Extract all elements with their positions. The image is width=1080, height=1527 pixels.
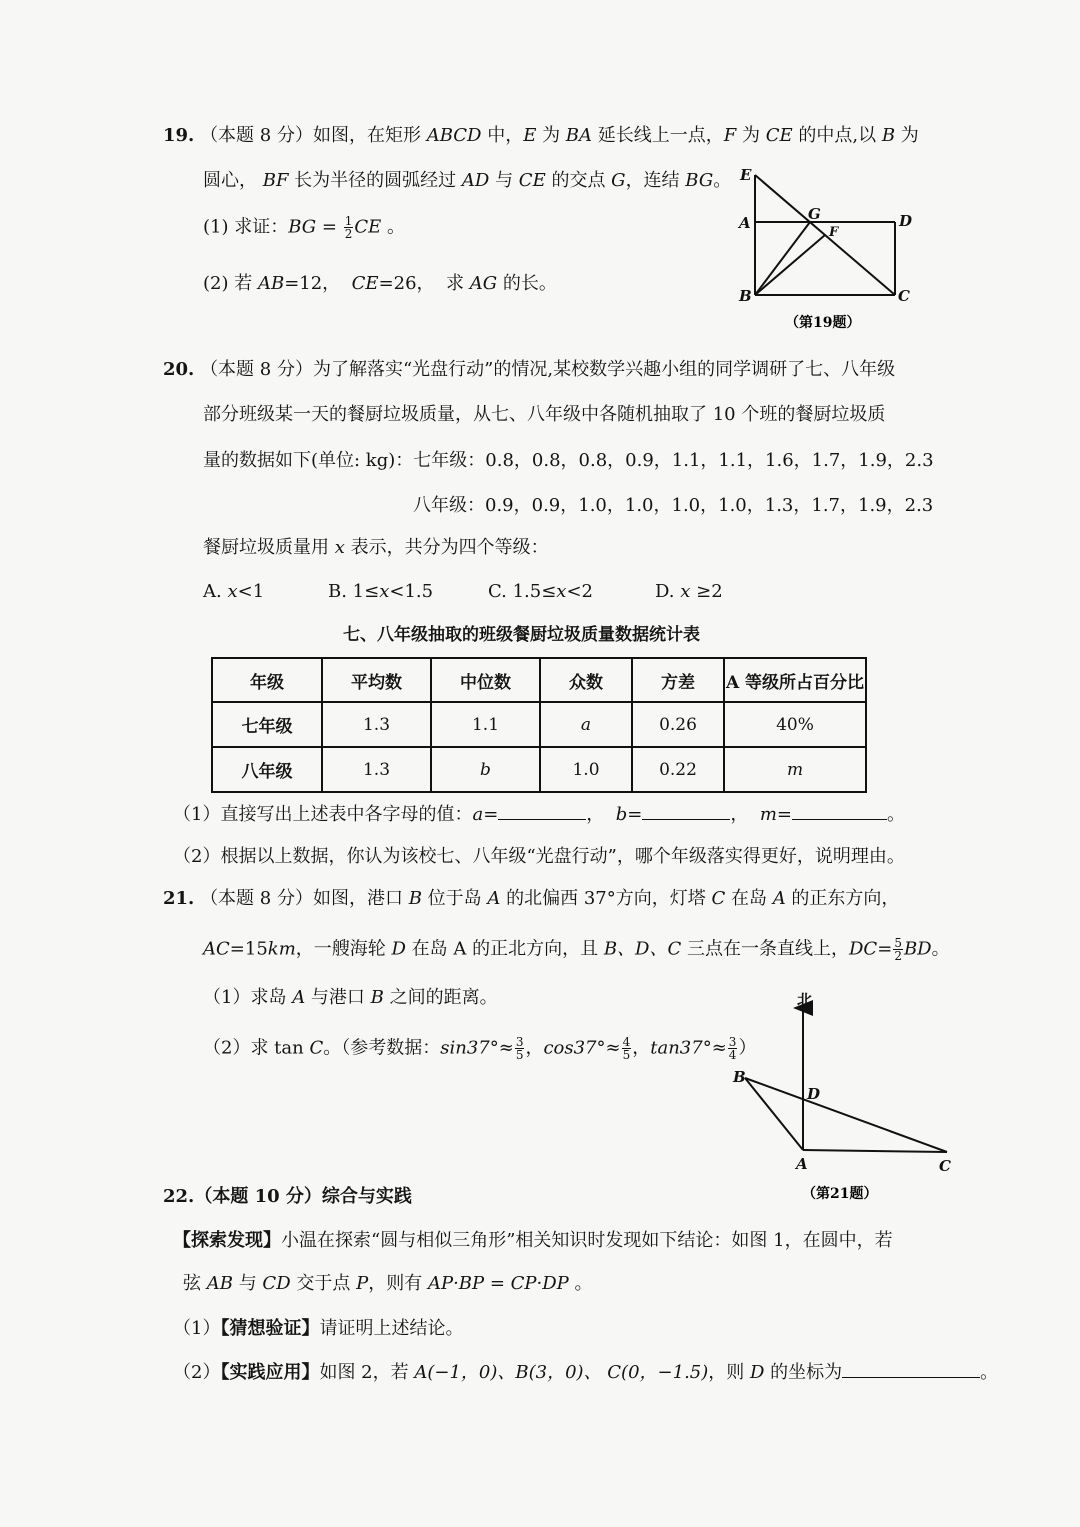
q22-explore: 【探索发现】小温在探索“圆与相似三角形”相关知识时发现如下结论：如图 1，在圆中，若 [173, 1230, 893, 1251]
answer-blank-d-coordinate[interactable] [842, 1377, 980, 1378]
label-c: C [939, 1157, 951, 1175]
q19-points: （本题 8 分） [200, 125, 313, 146]
q19-caption: （第19题） [785, 315, 861, 331]
q21-number: 21. [163, 888, 195, 909]
grade8-label: 八年级： [413, 495, 485, 516]
table-cell: a [540, 702, 632, 747]
table-cell: b [431, 747, 540, 792]
label-a: A [739, 214, 751, 232]
answer-blank-b[interactable] [642, 819, 730, 820]
label-c: C [898, 287, 910, 305]
table-cell: m [724, 747, 866, 792]
level-b: B. 1≤x<1.5 [328, 581, 434, 602]
label-e: E [740, 166, 752, 184]
label-d: D [899, 212, 913, 230]
level-d: D. x ≥2 [655, 581, 723, 602]
q20-points: （本题 8 分） [200, 359, 313, 380]
q22-header [163, 1186, 412, 1208]
stats-table [211, 657, 867, 793]
table-header: A 等级所占百分比 [724, 658, 866, 702]
segment-bf [755, 235, 825, 295]
q20-line2: 部分班级某一天的餐厨垃圾质量，从七、八年级中各随机抽取了 10 个班的餐厨垃圾质 [203, 404, 886, 425]
table-cell: 1.0 [540, 747, 632, 792]
q19-part2: (2) 若 AB=12， CE=26， 求 AG 的长。 [203, 273, 557, 294]
fraction-three-quarters: $\frac{3}{4}$ [728, 1035, 737, 1062]
q20-line4 [413, 495, 933, 517]
table-header-row [212, 658, 866, 702]
q19-figure [730, 160, 930, 340]
label-f: F [829, 225, 839, 240]
level-c: C. 1.5≤x<2 [488, 581, 593, 602]
label-b: B [739, 287, 752, 305]
table-header: 年级 [212, 658, 322, 702]
table-cell: 七年级 [212, 702, 322, 747]
table-cell: 40% [724, 702, 866, 747]
q21-part1: （1）求岛 A 与港口 B 之间的距离。 [203, 987, 498, 1008]
q21-caption: （第21题） [802, 1186, 878, 1202]
table-header: 众数 [540, 658, 632, 702]
grade7-values: 0.8，0.8，0.8，0.9，1.1，1.1，1.6，1.7，1.9，2.3 [485, 450, 934, 471]
table-header: 平均数 [322, 658, 431, 702]
label-g: G [808, 205, 821, 223]
q21-line1: 21. （本题 8 分）如图，港口 B 位于岛 A 的北偏西 37°方向，灯塔 C 在岛 A 的正东方向， [163, 888, 900, 909]
table-cell: 八年级 [212, 747, 322, 792]
q22-title: 综合与实践 [321, 1186, 412, 1207]
fraction-one-half: $\frac{1}{2}$ [344, 214, 353, 241]
grade8-values: 0.9，0.9，1.0，1.0，1.0，1.0，1.3，1.7，1.9，2.3 [485, 495, 934, 516]
label-a: A [796, 1155, 808, 1173]
q22-points: （本题 10 分） [194, 1186, 322, 1207]
label-b: B [733, 1068, 746, 1086]
answer-blank-m[interactable] [792, 819, 887, 820]
q22-part1: （1）【猜想验证】请证明上述结论。 [173, 1318, 464, 1339]
q21-line2: AC=15km，一艘海轮 D 在岛 A 的正北方向，且 B、D、C 三点在一条直线上，DC= $\frac{5}{2}$ BD。 [203, 936, 950, 963]
q20-line3: 量的数据如下(单位: kg)：七年级：0.8，0.8，0.8，0.9，1.1，1.1，1.6，1.7，1.9，2.3 [203, 450, 934, 471]
table-header: 方差 [632, 658, 724, 702]
grade7-label: 七年级： [413, 450, 486, 471]
q20-number: 20. [163, 359, 195, 380]
fraction-five-halves: $\frac{5}{2}$ [894, 936, 902, 963]
table-row [212, 747, 866, 792]
level-a: A. x<1 [203, 581, 265, 602]
q19-number: 19. [163, 125, 195, 146]
segment-ac [803, 1150, 947, 1152]
q22-number: 22. [163, 1186, 195, 1207]
q21-part2: （2）求 tan C。（参考数据：sin37°≈ $\frac{3}{5}$ ，cos37°≈ $\frac{4}{5}$ ，tan37°≈ $\frac{3}{4}$ ） [203, 1035, 757, 1062]
label-north: 北 [797, 991, 813, 1009]
q19-line2: 圆心， BF 长为半径的圆弧经过 AD 与 CE 的交点 G，连结 BG。 [203, 170, 732, 191]
table-cell: 1.1 [431, 702, 540, 747]
table-cell: 0.26 [632, 702, 724, 747]
table-title: 七、八年级抽取的班级餐厨垃圾质量数据统计表 [343, 625, 700, 645]
label-d: D [807, 1085, 821, 1103]
q22-explore-line2: 弦 AB 与 CD 交于点 P，则有 AP·BP = CP·DP 。 [183, 1273, 593, 1294]
q20-part1: （1）直接写出上述表中各字母的值：a= ， b= ， m= 。 [173, 804, 905, 825]
q20-line1: 20. （本题 8 分）为了解落实“光盘行动”的情况,某校数学兴趣小组的同学调研了七、八年级 [163, 359, 896, 380]
table-header: 中位数 [431, 658, 540, 702]
q21-points: （本题 8 分） [200, 888, 313, 909]
q20-levels-intro: 餐厨垃圾质量用 x 表示，共分为四个等级： [203, 537, 549, 558]
table-row [212, 702, 866, 747]
table-cell: 1.3 [322, 702, 431, 747]
q19-part1: (1) 求证：BG = $\frac{1}{2}$ CE 。 [203, 214, 405, 241]
answer-blank-a[interactable] [498, 819, 586, 820]
q22-part2: （2）【实践应用】如图 2，若 A(−1，0)、B(3，0)、 C(0，−1.5)，则 D 的坐标为 。 [173, 1362, 999, 1383]
table-cell: 1.3 [322, 747, 431, 792]
fraction-four-fifths: $\frac{4}{5}$ [622, 1035, 631, 1062]
segment-bg [755, 222, 810, 295]
fraction-three-fifths: $\frac{3}{5}$ [515, 1035, 524, 1062]
q19-line1: 19. （本题 8 分）如图，在矩形 ABCD 中，E 为 BA 延长线上一点，F 为 CE 的中点,以 B 为 [163, 125, 919, 146]
table-cell: 0.22 [632, 747, 724, 792]
q21-figure [725, 990, 960, 1205]
q20-part2: （2）根据以上数据，你认为该校七、八年级“光盘行动”，哪个年级落实得更好，说明理由。 [173, 846, 905, 867]
